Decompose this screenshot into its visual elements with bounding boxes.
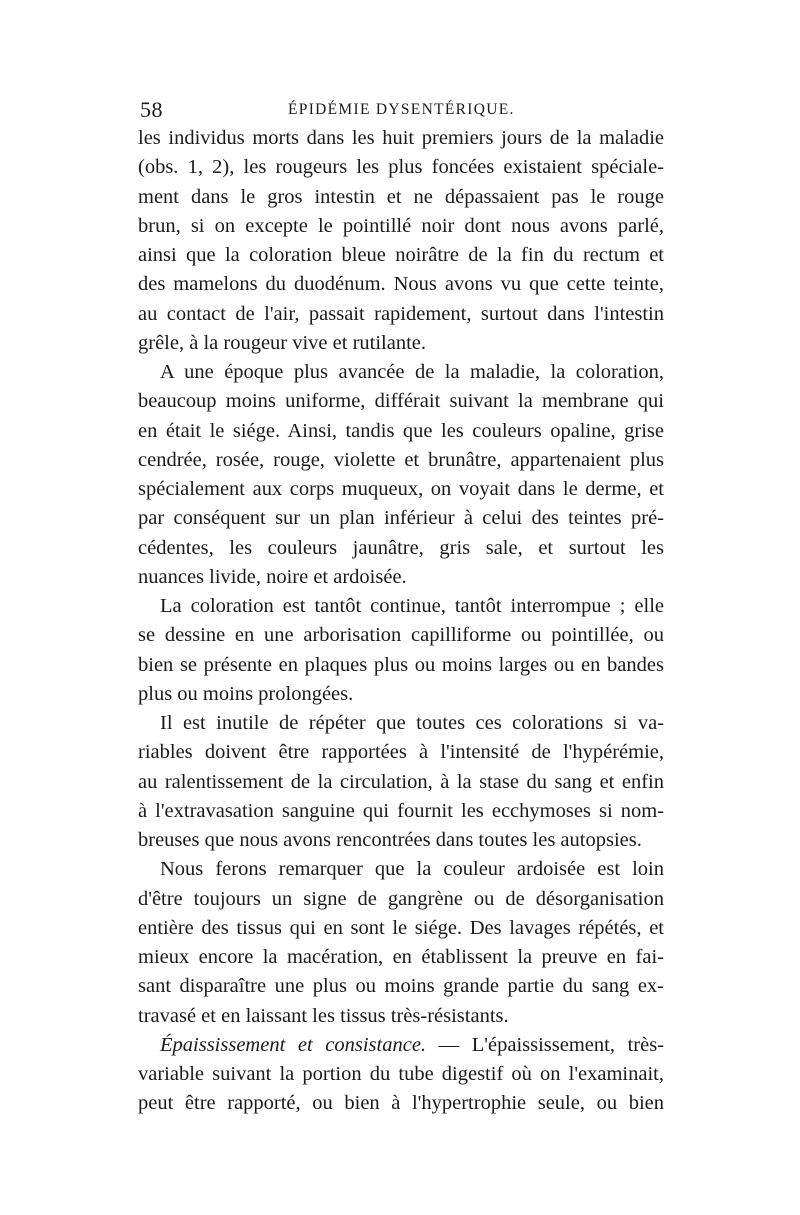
text-line: des mamelons du duodénum. Nous avons vu que cette teinte, [138, 273, 664, 296]
text-line: A une époque plus avancée de la maladie, la coloration, [160, 361, 664, 383]
text-line: (obs. 1, 2), les rougeurs les plus foncées existaient spéciale- [138, 156, 664, 179]
text-line: grêle, à la rougeur vive et rutilante. [138, 331, 427, 354]
text-line: entière des tissus qui en sont le siége. Des lavages répétés, et [138, 916, 664, 939]
page-number: 58 [140, 97, 163, 122]
text-line: les individus morts dans les huit premiers jours de la maladie [138, 127, 664, 149]
running-head: ÉPIDÉMIE DYSENTÉRIQUE. [288, 101, 515, 118]
text-line: cédentes, les couleurs jaunâtre, gris sale, et surtout les [138, 536, 664, 559]
text-line: variable suivant la portion du tube digestif où on l'examinait, [138, 1063, 664, 1085]
text-line: ment dans le gros intestin et ne dépassaient pas le rouge [138, 185, 664, 208]
text-line: d'être toujours un signe de gangrène ou de désorganisation [138, 887, 664, 910]
text-line: nuances livide, noire et ardoisée. [138, 565, 407, 588]
text-line: beaucoup moins uniforme, différait suivant la membrane qui [138, 390, 664, 413]
text-line: Il est inutile de répéter que toutes ces colorations si va- [160, 712, 664, 734]
text-line: en était le siége. Ainsi, tandis que les couleurs opaline, grise [138, 419, 664, 442]
text-line: breuses que nous avons rencontrées dans toutes les autopsies. [138, 829, 642, 851]
text-line: à l'extravasation sanguine qui fournit les ecchymoses si nom- [138, 799, 664, 822]
body-text [138, 124, 664, 1119]
text-line: riables doivent être rapportées à l'intensité de l'hypérémie, [138, 741, 664, 764]
text-line: bien se présente en plaques plus ou moins larges ou en bandes [138, 653, 664, 676]
text-line: La coloration est tantôt continue, tantôt interrompue ; elle [160, 595, 664, 617]
text-line: au ralentissement de la circulation, à la stase du sang et enfin [138, 770, 664, 793]
text-line: Nous ferons remarquer que la couleur ardoisée est loin [160, 858, 664, 881]
text-line: spécialement aux corps muqueux, on voyait dans le derme, et [138, 478, 664, 500]
text-line: cendrée, rosée, rouge, violette et brunâtre, appartenaient plus [138, 448, 664, 471]
text-line-with-heading [138, 1031, 664, 1060]
text-line: par conséquent sur un plan inférieur à celui des teintes pré- [138, 507, 664, 530]
text-line: sant disparaître une plus ou moins grande partie du sang ex- [138, 975, 664, 998]
text-line: — L'épaississement, très- [438, 1033, 664, 1056]
text-line: au contact de l'air, passait rapidement, surtout dans l'intestin [138, 302, 664, 325]
text-line: brun, si on excepte le pointillé noir dont nous avons parlé, [138, 214, 664, 237]
text-line: mieux encore la macération, en établissent la preuve en fai- [138, 946, 664, 968]
text-line: travasé et en laissant les tissus très-résistants. [138, 1004, 509, 1027]
text-line: se dessine en une arborisation capilliforme ou pointillée, ou [138, 624, 664, 647]
text-line: ainsi que la coloration bleue noirâtre de la fin du rectum et [138, 244, 664, 266]
text-line: plus ou moins prolongées. [138, 682, 354, 705]
text-line: peut être rapporté, ou bien à l'hypertrophie seule, ou bien [138, 1092, 664, 1115]
section-heading: Épaississement et consistance. [160, 1033, 427, 1056]
